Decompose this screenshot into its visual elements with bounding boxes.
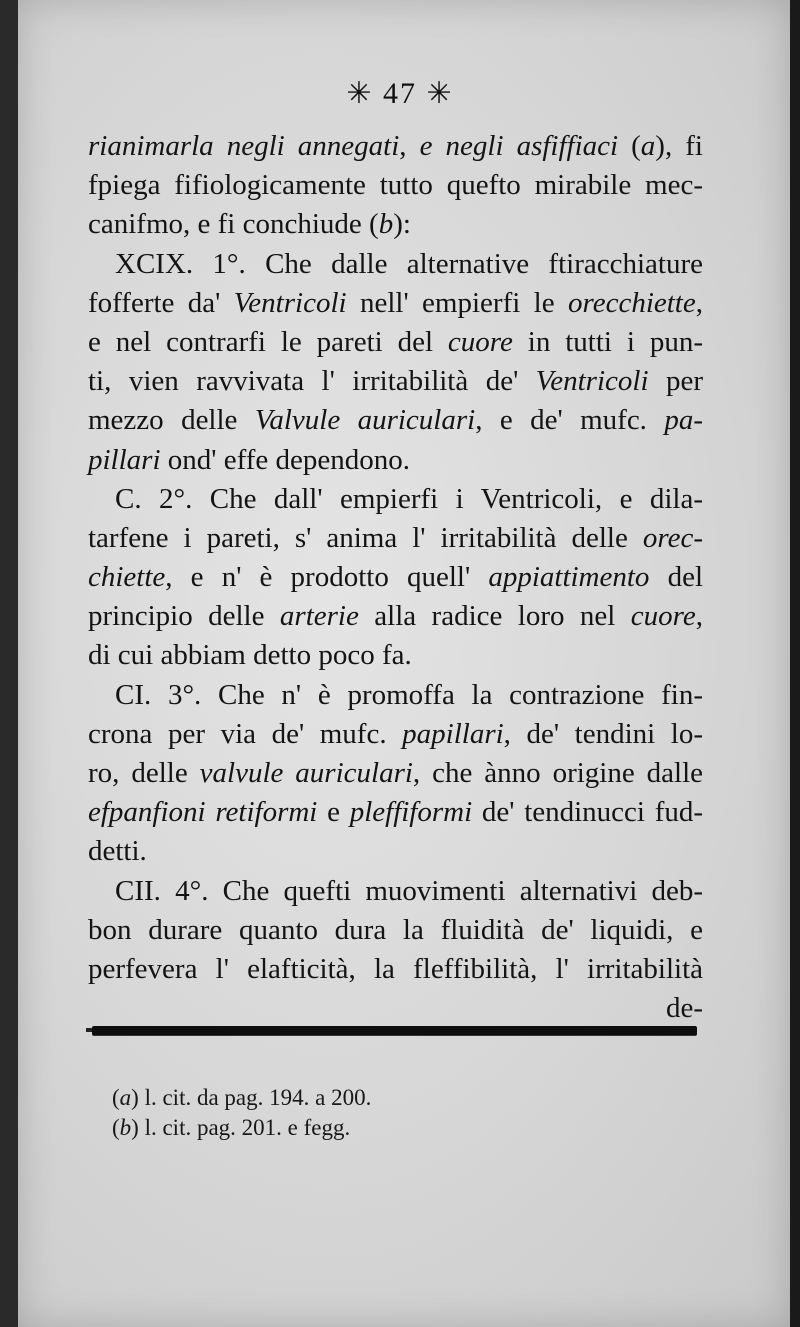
body-text <box>88 127 703 1028</box>
text-line: fpiega fifiologicamente tutto quefto mirabile mec- <box>88 169 703 202</box>
text-line: de- <box>665 992 703 1025</box>
footnote: (a) l. cit. da pag. 194. a 200. <box>112 1085 372 1110</box>
text-line: canifmo, e fi conchiude (b): <box>88 208 411 241</box>
footnote: (b) l. cit. pag. 201. e fegg. <box>112 1115 351 1140</box>
text-line: e nel contrarfi le pareti del cuore in tutti i pun- <box>88 325 703 358</box>
text-line: pillari ond' effe dependono. <box>88 443 411 476</box>
page-header: ✳ 47 ✳ <box>346 77 454 110</box>
text-line: principio delle arterie alla radice loro nel cuore, <box>88 600 703 633</box>
footnote-rule <box>92 1026 697 1035</box>
footnotes <box>112 1083 712 1143</box>
text-line: efpanfioni retiformi e pleffiformi de' tendinucci fud- <box>88 796 704 829</box>
text-line: ti, vien ravvivata l' irritabilità de' Ventricoli per <box>88 365 703 398</box>
text-line: detti. <box>88 835 147 868</box>
text-line: chiette, e n' è prodotto quell' appiattimento del <box>88 561 704 594</box>
text-line: tarfene i pareti, s' anima l' irritabilità delle orec- <box>88 521 703 554</box>
text-line: rianimarla negli annegati, e negli asfiffiaci (a), fi <box>88 130 703 162</box>
text-line: di cui abbiam detto poco fa. <box>88 639 412 672</box>
text-line: XCIX. 1°. Che dalle alternative ftiracchiature <box>115 247 703 280</box>
text-line: bon durare quanto dura la fluidità de' liquidi, e <box>88 913 703 946</box>
text-line: perfevera l' elafticità, la fleffibilità, l' irritabilità <box>88 952 703 985</box>
text-line: mezzo delle Valvule auriculari, e de' mufc. pa- <box>88 404 704 437</box>
text-line: ro, delle valvule auriculari, che ànno origine dalle <box>88 757 704 789</box>
text-line: crona per via de' mufc. papillari, de' tendini lo- <box>88 717 703 750</box>
text-line: CI. 3°. Che n' è promoffa la contrazione fin- <box>115 678 703 711</box>
text-line: CII. 4°. Che quefti muovimenti alternativi deb- <box>115 874 703 907</box>
text-line: fofferte da' Ventricoli nell' empierfi le orecchiette, <box>88 286 703 319</box>
text-line: C. 2°. Che dall' empierfi i Ventricoli, e dila- <box>115 482 703 515</box>
